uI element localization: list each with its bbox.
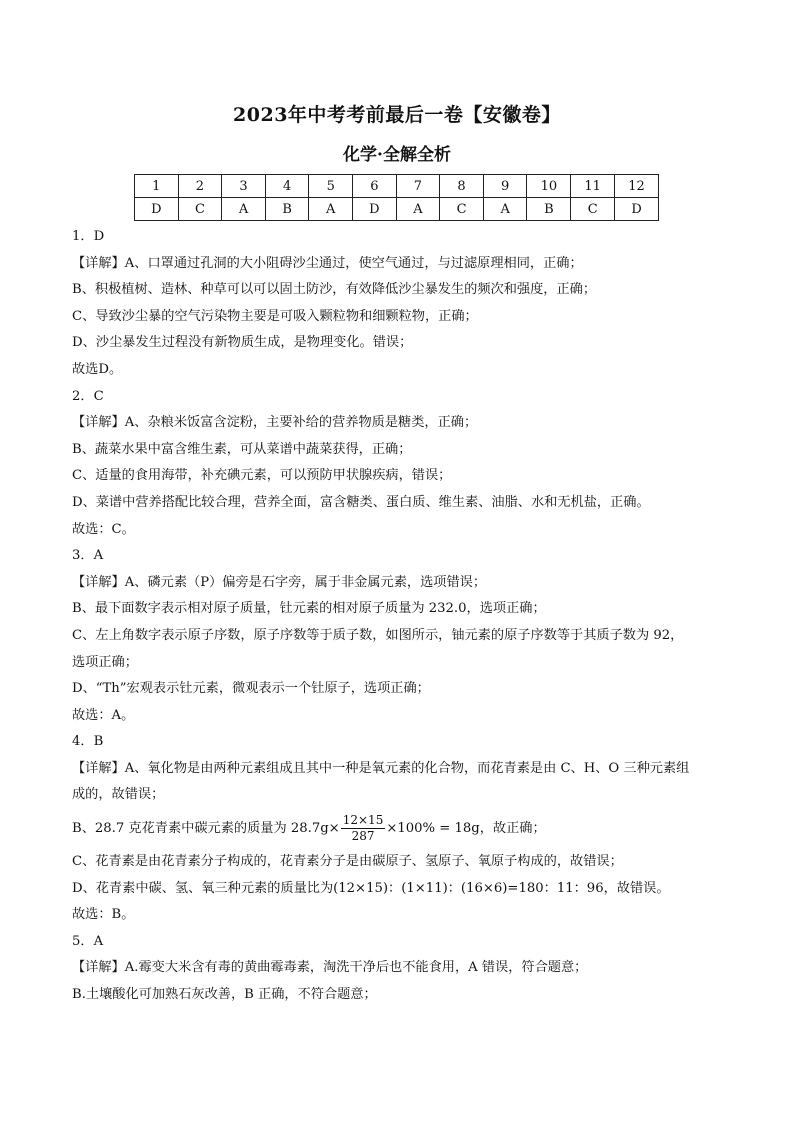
text-line: D、菜谱中营养搭配比较合理，营养全面，富含糖类、蛋白质、维生素、油脂、水和无机盐，正确。 <box>72 494 650 510</box>
text-line: 【详解】A、杂粮米饭富含淀粉，主要补给的营养物质是糖类，正确； <box>72 415 478 431</box>
question-number-cell: 7 <box>396 175 440 198</box>
formula-suffix: ×100% = 18g，故正确； <box>386 821 546 837</box>
text-line: C、导致沙尘暴的空气污染物主要是可吸入颗粒物和细颗粒物，正确； <box>72 308 478 324</box>
formula-numerator: 12×15 <box>342 813 384 828</box>
answer-cell: C <box>440 198 484 221</box>
text-line: 【详解】A、氧化物是由两种元素组成且其中一种是氧元素的化合物，而花青素是由 C、H、O 三种元素组 <box>72 760 690 776</box>
answer-table <box>134 174 659 221</box>
text-line: B、最下面数字表示相对原子质量，钍元素的相对原子质量为 232.0，选项正确； <box>72 601 546 617</box>
answer-cell: A <box>396 198 440 221</box>
answer-cell: D <box>135 198 179 221</box>
question-number-cell: 12 <box>615 175 659 198</box>
question-number-cell: 1 <box>135 175 179 198</box>
document-subtitle: 化学·全解全析 <box>343 145 451 165</box>
explanation-content <box>72 224 722 1009</box>
answer-cell: D <box>615 198 659 221</box>
answer-cell: A <box>483 198 527 221</box>
answer-cell: B <box>527 198 571 221</box>
text-line: 4．B <box>72 734 104 750</box>
text-line: 故选：B。 <box>72 907 135 923</box>
question-number-cell: 10 <box>527 175 571 198</box>
answer-cell: C <box>178 198 222 221</box>
text-line: 选项正确； <box>72 654 138 670</box>
text-line: D、花青素中碳、氢、氧三种元素的质量比为(12×15)：(1×11)：(16×6)=180：11：96，故错误。 <box>72 880 670 896</box>
question-number-cell: 6 <box>353 175 397 198</box>
text-line: 3．A <box>72 548 104 564</box>
text-line: 2．C <box>72 388 104 404</box>
question-number-cell: 11 <box>571 175 615 198</box>
text-line: B.土壤酸化可加熟石灰改善，B 正确，不符合题意； <box>72 987 377 1003</box>
formula-denominator: 287 <box>351 829 375 844</box>
answer-cell: D <box>353 198 397 221</box>
text-line: 1．D <box>72 229 105 244</box>
text-line: C、适量的食用海带，补充碘元素，可以预防甲状腺疾病，错误； <box>72 468 452 484</box>
text-line: B、积极植树、造林、种草可以可以固土防沙，有效降低沙尘暴发生的频次和强度，正确； <box>72 282 596 298</box>
text-line: 5．A <box>72 933 104 949</box>
question-number-cell: 3 <box>222 175 266 198</box>
text-line: 【详解】A、口罩通过孔洞的大小阻碍沙尘通过，使空气通过，与过滤原理相同，正确； <box>72 255 583 271</box>
answer-cell: B <box>265 198 309 221</box>
text-line: 故选：A。 <box>72 707 135 723</box>
answer-cell: A <box>309 198 353 221</box>
question-number-cell: 8 <box>440 175 484 198</box>
question-number-cell: 4 <box>265 175 309 198</box>
explanation-lines <box>72 224 722 809</box>
question-number-cell: 9 <box>483 175 527 198</box>
answer-table-number-row <box>135 175 659 198</box>
formula-fraction <box>341 813 386 844</box>
formula-prefix: B、28.7 克花青素中碳元素的质量为 28.7g× <box>72 821 340 837</box>
text-line: D、“Th”宏观表示钍元素，微观表示一个钍原子，选项正确； <box>72 681 430 697</box>
question-number-cell: 5 <box>309 175 353 198</box>
text-line: D、沙尘暴发生过程没有新物质生成，是物理变化。错误； <box>72 335 413 351</box>
text-line: 【详解】A、磷元素（P）偏旁是石字旁，属于非金属元素，选项错误； <box>72 574 487 590</box>
formula-line <box>72 809 722 849</box>
text-line: 故选D。 <box>72 361 123 377</box>
text-line: 故选：C。 <box>72 521 135 537</box>
answer-table-answer-row <box>135 198 659 221</box>
text-line: B、蔬菜水果中富含维生素，可从菜谱中蔬菜获得，正确； <box>72 441 412 457</box>
explanation-lines-after <box>72 849 722 1009</box>
question-number-cell: 2 <box>178 175 222 198</box>
text-line: C、花青素是由花青素分子构成的，花青素分子是由碳原子、氢原子、氧原子构成的，故错误； <box>72 854 623 870</box>
text-line: 【详解】A.霉变大米含有毒的黄曲霉毒素，淘洗干净后也不能食用，A 错误，符合题意； <box>72 960 588 976</box>
text-line: 成的，故错误； <box>72 787 165 803</box>
document-title: 2023年中考考前最后一卷【安徽卷】 <box>233 104 561 126</box>
answer-cell: C <box>571 198 615 221</box>
text-line: C、左上角数字表示原子序数，原子序数等于质子数，如图所示，铀元素的原子序数等于其质子数为 92， <box>72 627 684 643</box>
answer-cell: A <box>222 198 266 221</box>
